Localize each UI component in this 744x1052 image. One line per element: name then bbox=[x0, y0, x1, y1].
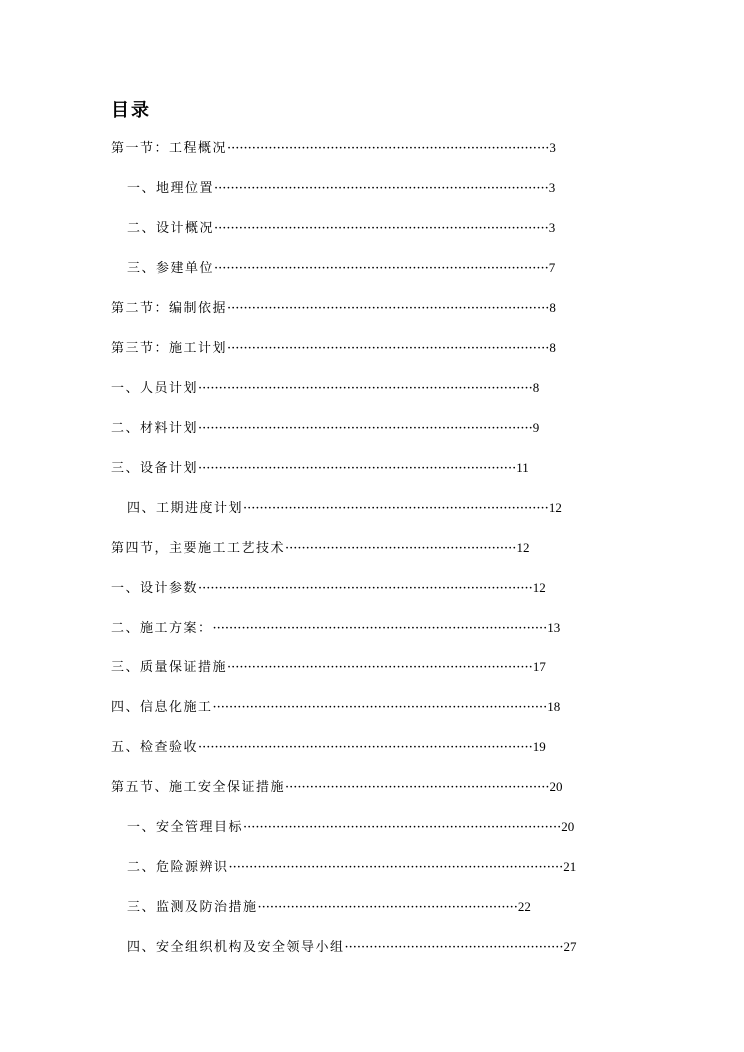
toc-entry-page: 8 bbox=[549, 340, 556, 355]
toc-entry-text: 三、质量保证措施 bbox=[111, 660, 228, 675]
toc-entry-page: 17 bbox=[532, 659, 546, 674]
toc-entry-page: 21 bbox=[563, 859, 577, 874]
toc-entry-page: 19 bbox=[532, 739, 546, 754]
toc-entry-text: 四、工期进度计划 bbox=[127, 501, 244, 516]
toc-entry[interactable] bbox=[127, 817, 577, 837]
toc-entry[interactable] bbox=[111, 338, 556, 358]
toc-entry-text: 一、设计参数 bbox=[111, 581, 199, 596]
toc-entry-page: 11 bbox=[516, 460, 529, 475]
toc-entry-text: 二、设计概况 bbox=[127, 221, 215, 236]
toc-entry-page: 22 bbox=[517, 899, 531, 914]
toc-entry-text: 一、安全管理目标 bbox=[127, 820, 244, 835]
toc-entry-page: 18 bbox=[547, 699, 561, 714]
toc-leader-dots: ······························································· bbox=[257, 900, 518, 915]
toc-entry-text: 四、安全组织机构及安全领导小组 bbox=[127, 940, 345, 955]
toc-leader-dots: ·········································································· bbox=[227, 660, 533, 675]
toc-entry-page: 3 bbox=[549, 140, 556, 155]
toc-entry-page: 3 bbox=[548, 220, 556, 235]
toc-entry-text: 第二节：编制依据 bbox=[111, 301, 228, 316]
toc-entry[interactable] bbox=[111, 138, 556, 158]
toc-leader-dots: ············································································· bbox=[198, 461, 517, 476]
toc-entry-page: 12 bbox=[532, 580, 546, 595]
toc-entry[interactable] bbox=[111, 298, 556, 318]
toc-entry[interactable] bbox=[111, 458, 532, 478]
toc-entry[interactable] bbox=[111, 578, 547, 598]
toc-entry[interactable] bbox=[111, 697, 563, 717]
toc-entry[interactable] bbox=[111, 618, 563, 638]
toc-entry-page: 20 bbox=[549, 779, 563, 794]
toc-entry[interactable] bbox=[127, 258, 556, 278]
toc-entry[interactable] bbox=[127, 218, 556, 238]
toc-leader-dots: ············································································· bbox=[243, 820, 562, 835]
toc-leader-dots: ·············································································· bbox=[227, 301, 550, 316]
toc-entry-text: 三、参建单位 bbox=[127, 261, 215, 276]
toc-entry[interactable] bbox=[111, 657, 547, 677]
toc-leader-dots: ····················································· bbox=[344, 940, 564, 955]
toc-entry-text: 第三节：施工计划 bbox=[111, 341, 228, 356]
toc-title: 目录 bbox=[111, 100, 151, 121]
toc-entry-text: 四、信息化施工 bbox=[111, 700, 213, 715]
toc-leader-dots: ················································································· bbox=[198, 421, 533, 436]
toc-entry[interactable] bbox=[111, 418, 540, 438]
toc-entry-page: 8 bbox=[532, 380, 540, 395]
toc-entry-text: 二、材料计划 bbox=[111, 421, 199, 436]
toc-leader-dots: ················································································· bbox=[214, 221, 549, 236]
toc-leader-dots: ·········································································· bbox=[243, 501, 549, 516]
toc-entry-text: 第五节、施工安全保证措施 bbox=[111, 780, 286, 795]
toc-entry-text: 第四节，主要施工工艺技术 bbox=[111, 541, 286, 556]
toc-entry-text: 二、危险源辨识 bbox=[127, 860, 229, 875]
toc-entry-text: 一、地理位置 bbox=[127, 181, 215, 196]
toc-entry-text: 五、检查验收 bbox=[111, 740, 199, 755]
toc-leader-dots: ················································································· bbox=[212, 700, 548, 715]
toc-entry-text: 二、施工方案： bbox=[111, 621, 213, 636]
toc-entry-text: 三、监测及防治措施 bbox=[127, 900, 258, 915]
toc-leader-dots: ················································································· bbox=[228, 860, 564, 875]
toc-entry[interactable] bbox=[127, 178, 556, 198]
toc-entry[interactable] bbox=[111, 378, 540, 398]
toc-entry-text: 一、人员计划 bbox=[111, 381, 199, 396]
toc-leader-dots: ·············································································· bbox=[227, 341, 550, 356]
toc-leader-dots: ························································ bbox=[285, 541, 517, 556]
toc-entry[interactable] bbox=[127, 897, 532, 917]
toc-leader-dots: ················································································· bbox=[214, 181, 549, 196]
toc-leader-dots: ·············································································· bbox=[227, 141, 550, 156]
toc-leader-dots: ················································································· bbox=[212, 621, 548, 636]
toc-entry-text: 三、设备计划 bbox=[111, 461, 199, 476]
toc-entry-page: 12 bbox=[548, 500, 562, 515]
toc-entry-page: 7 bbox=[548, 260, 556, 275]
toc-leader-dots: ················································································· bbox=[214, 261, 549, 276]
toc-entry-text: 第一节：工程概况 bbox=[111, 141, 228, 156]
toc-leader-dots: ················································································· bbox=[198, 581, 533, 596]
toc-entry[interactable] bbox=[111, 777, 563, 797]
toc-entry[interactable] bbox=[111, 538, 532, 558]
toc-leader-dots: ················································································· bbox=[198, 381, 533, 396]
toc-leader-dots: ················································································· bbox=[198, 740, 533, 755]
toc-entry[interactable] bbox=[127, 498, 563, 518]
toc-entry[interactable] bbox=[127, 937, 577, 957]
toc-entry-page: 9 bbox=[532, 420, 540, 435]
toc-entry-page: 20 bbox=[561, 819, 575, 834]
toc-leader-dots: ································································ bbox=[285, 780, 550, 795]
toc-entry[interactable] bbox=[127, 857, 577, 877]
toc-entry-page: 13 bbox=[547, 620, 561, 635]
toc-entry-page: 3 bbox=[548, 180, 556, 195]
toc-entry-page: 8 bbox=[549, 300, 556, 315]
toc-entry-page: 12 bbox=[516, 540, 530, 555]
toc-entry-page: 27 bbox=[563, 939, 577, 954]
toc-entry[interactable] bbox=[111, 737, 547, 757]
